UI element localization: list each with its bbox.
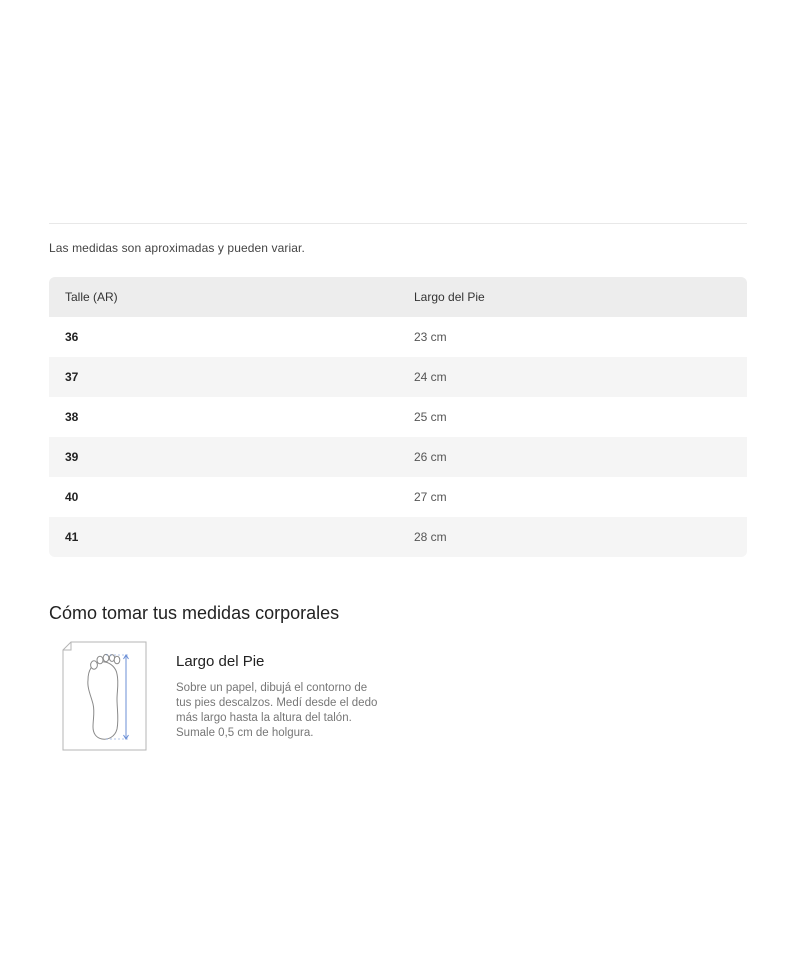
- table-row: [49, 517, 747, 557]
- column-header-foot-length: Largo del Pie: [414, 290, 485, 304]
- foot-length-cell: 27 cm: [414, 490, 447, 504]
- table-header-row: [49, 277, 747, 317]
- foot-length-cell: 26 cm: [414, 450, 447, 464]
- foot-length-title: Largo del Pie: [176, 653, 265, 670]
- table-row: [49, 317, 747, 357]
- foot-measure-icon: [62, 641, 148, 751]
- foot-length-cell: 25 cm: [414, 410, 447, 424]
- size-cell: 41: [65, 530, 79, 544]
- table-row: [49, 437, 747, 477]
- foot-length-cell: 23 cm: [414, 330, 447, 344]
- howto-section-title: Cómo tomar tus medidas corporales: [49, 603, 340, 623]
- size-cell: 36: [65, 330, 79, 344]
- table-row: [49, 397, 747, 437]
- size-cell: 37: [65, 370, 79, 384]
- foot-length-cell: 28 cm: [414, 530, 447, 544]
- size-cell: 39: [65, 450, 79, 464]
- section-divider: [49, 223, 747, 224]
- size-chart-table: [49, 277, 747, 557]
- size-cell: 38: [65, 410, 79, 424]
- table-row: [49, 357, 747, 397]
- table-row: [49, 477, 747, 517]
- foot-length-cell: 24 cm: [414, 370, 447, 384]
- foot-length-description: Sobre un papel, dibujá el contorno de tus pies descalzos. Medí desde el dedo más largo hasta la altura del talón. Sumale 0,5 cm de holgura.: [176, 682, 378, 739]
- disclaimer-text: Las medidas son aproximadas y pueden variar.: [49, 241, 305, 255]
- size-cell: 40: [65, 490, 79, 504]
- column-header-size: Talle (AR): [65, 290, 118, 304]
